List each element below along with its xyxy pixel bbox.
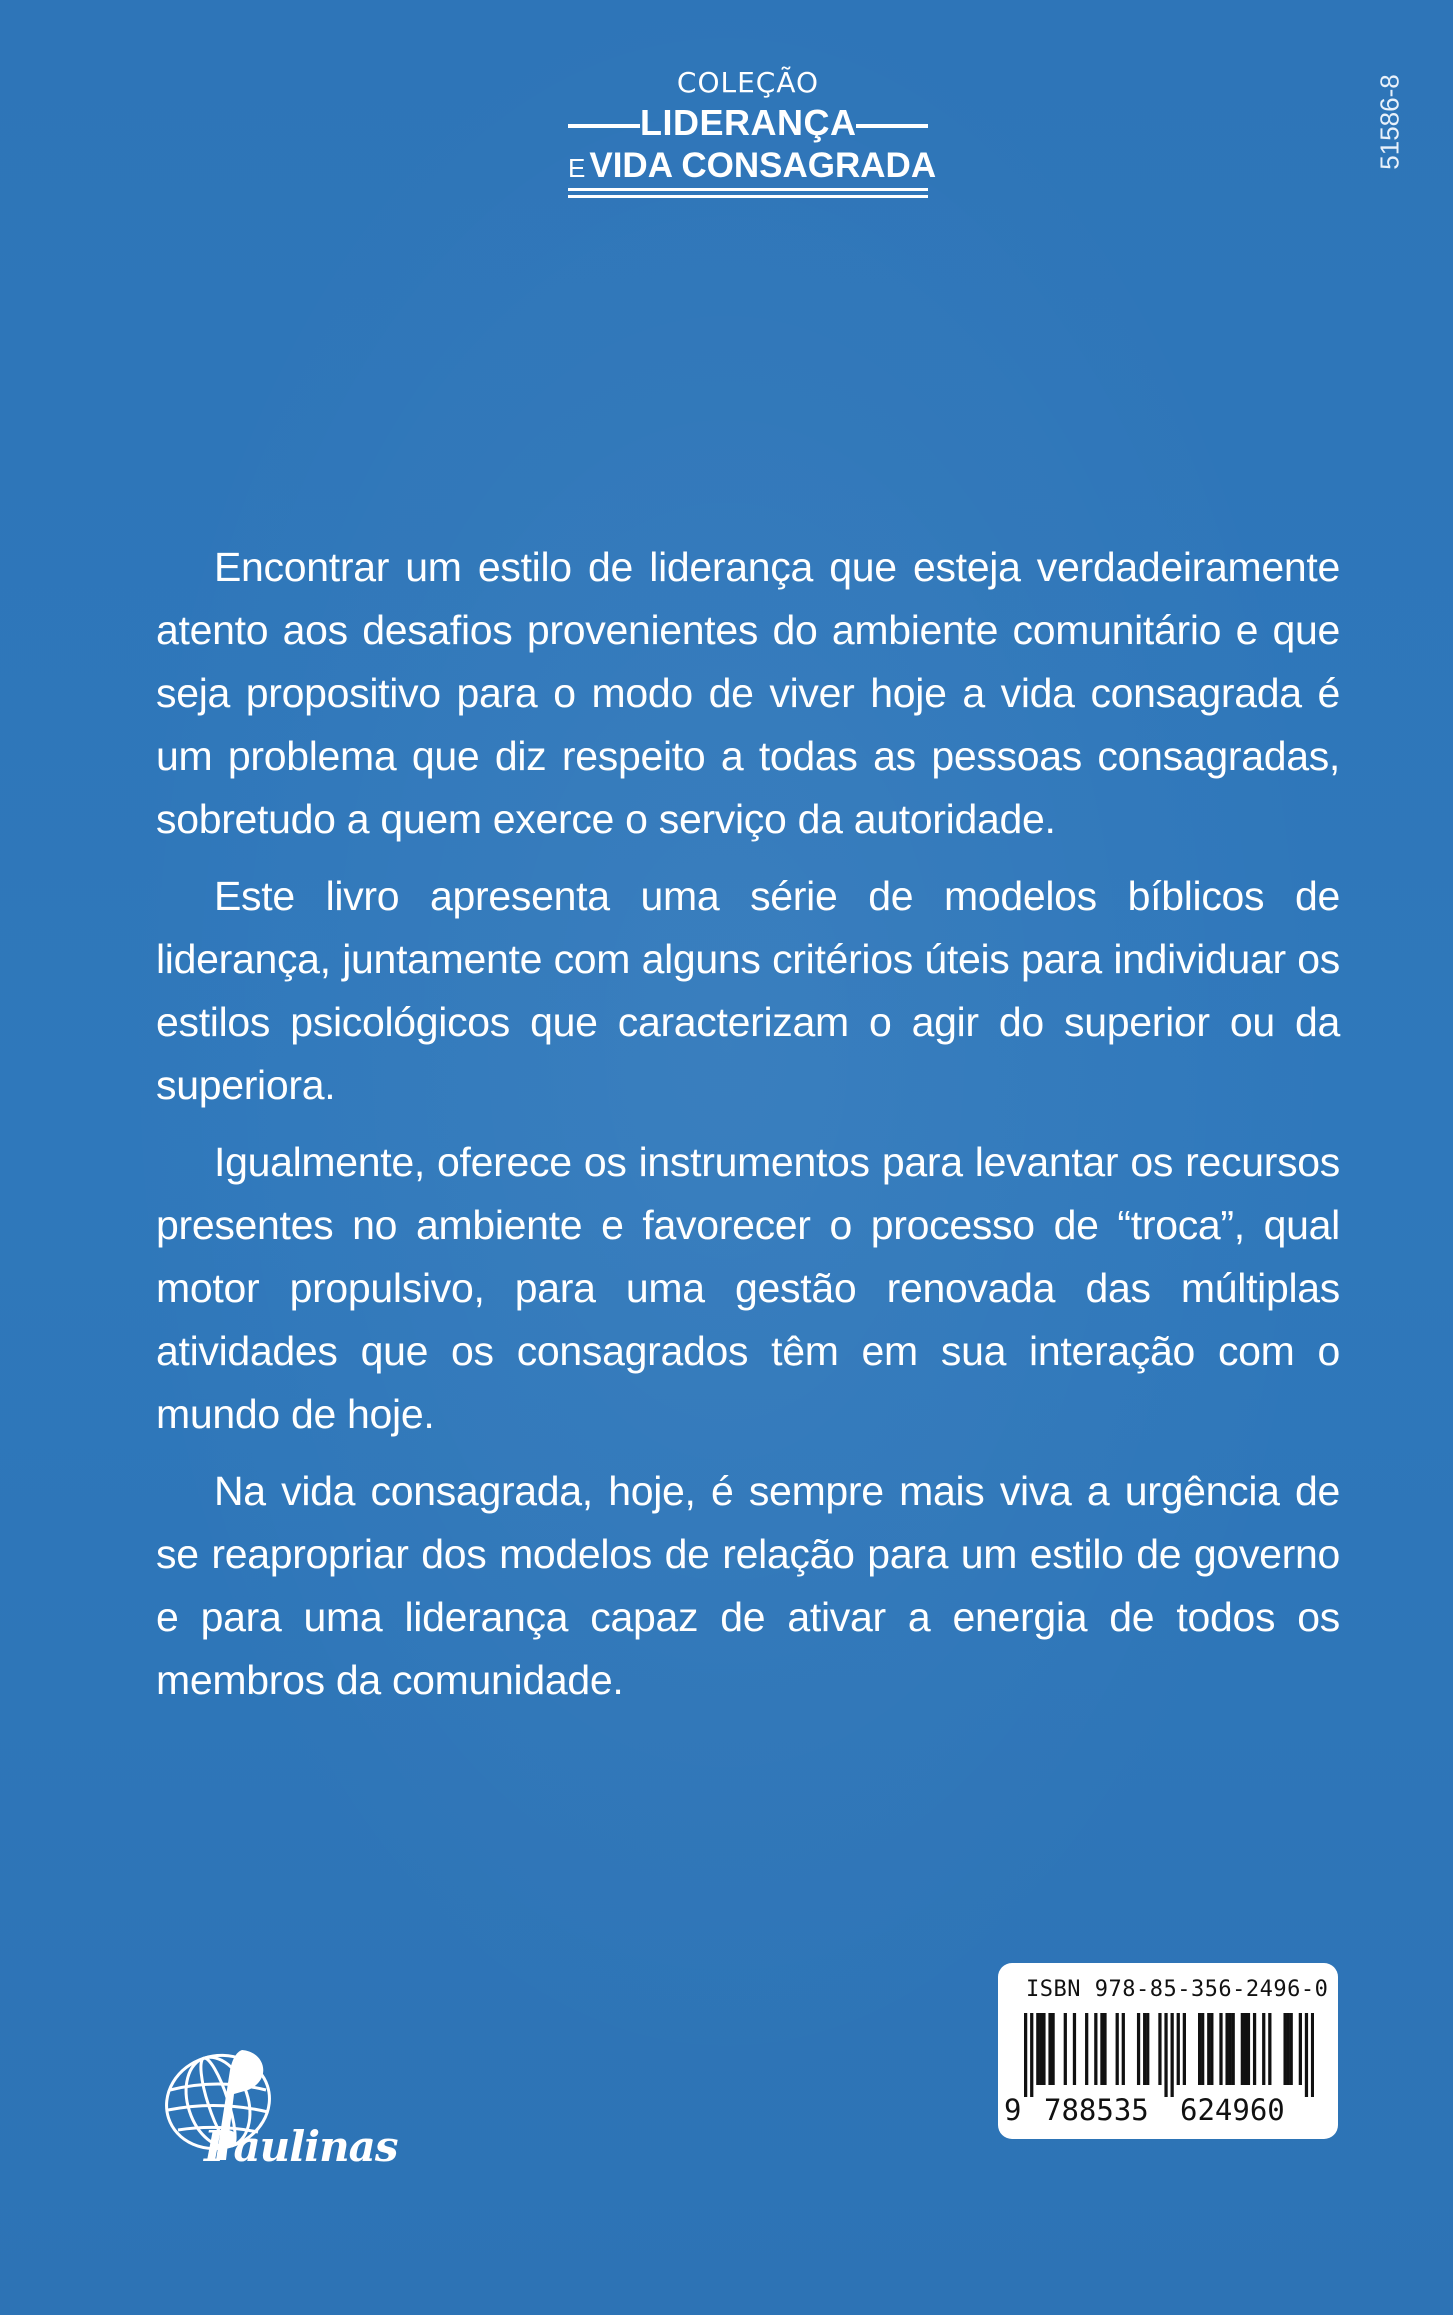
barcode-bar: [1290, 2013, 1293, 2085]
barcode-bar: [1164, 2013, 1167, 2097]
publisher-logo: [156, 2040, 398, 2180]
barcode-bar: [1094, 2013, 1097, 2085]
barcode-bar: [1146, 2013, 1149, 2085]
barcode-bar: [1177, 2013, 1180, 2085]
isbn-barcode: [998, 1963, 1338, 2139]
barcode-bar: [1171, 2013, 1174, 2097]
barcode-bar: [1064, 2013, 1067, 2085]
side-code: [1370, 62, 1410, 182]
barcode-bar: [1143, 2013, 1146, 2085]
barcode-bar: [1103, 2013, 1106, 2085]
collection-header: [568, 66, 937, 196]
barcode-bar: [1287, 2013, 1290, 2085]
barcode-bar: [1247, 2013, 1250, 2085]
barcode-left-group: 788535: [1044, 2093, 1149, 2127]
barcode-bar: [1116, 2013, 1119, 2085]
publisher-name: Paulinas: [204, 2122, 398, 2171]
barcode-bar: [1036, 2013, 1039, 2085]
barcode-bar: [1225, 2013, 1228, 2085]
header-rule-left: [568, 124, 640, 128]
barcode-bar: [1158, 2013, 1161, 2085]
barcode-bar: [1048, 2013, 1051, 2085]
barcode-bar: [1268, 2013, 1271, 2085]
blurb-paragraph-2: Este livro apresenta uma série de modelos bíblicos de liderança, juntamente com alguns critérios úteis para individuar os estilos psicológicos que caracterizam o agir do superior ou da superiora.: [156, 873, 1340, 1108]
barcode-bar: [1085, 2013, 1088, 2085]
barcode-bar: [1042, 2013, 1045, 2085]
blurb-paragraph-1: Encontrar um estilo de liderança que esteja verdadeiramente atento aos desafios provenientes do ambiente comunitário e que seja propositivo para o modo de viver hoje a vida consagrada é um problema que diz respeito a todas as pessoas consagradas, sobretudo a quem exerce o serviço da autoridade.: [156, 544, 1340, 842]
barcode-bar: [1122, 2013, 1125, 2085]
barcode-bar: [1283, 2013, 1286, 2085]
collection-title-prefix: E: [568, 153, 586, 183]
barcode-bar: [1039, 2013, 1042, 2085]
barcode-bar: [1051, 2013, 1054, 2085]
collection-label: COLEÇÃO: [676, 66, 820, 99]
barcode-bar: [1198, 2013, 1201, 2085]
barcode-bar: [1244, 2013, 1247, 2085]
collection-title-line-2: VIDA CONSAGRADA: [589, 146, 937, 185]
barcode-bar: [1024, 2013, 1027, 2097]
header-rule-right: [856, 124, 928, 128]
barcode-bar: [1311, 2013, 1314, 2097]
side-code-text: 51586-8: [1374, 74, 1405, 170]
header-double-rule: [568, 188, 928, 198]
barcode-bar: [1229, 2013, 1232, 2085]
barcode-bar: [1253, 2013, 1256, 2085]
blurb-paragraph-3: Igualmente, oferece os instrumentos para levantar os recursos presentes no ambiente e favorecer o processo de “troca”, qual motor propulsivo, para uma gestão renovada das múltiplas atividades que os consagrados têm em sua interação com o mundo de hoje.: [156, 1139, 1340, 1437]
barcode-bar: [1299, 2013, 1302, 2085]
barcode-bar: [1100, 2013, 1103, 2085]
barcode-bar: [1137, 2013, 1140, 2085]
barcode-right-group: 624960: [1180, 2093, 1285, 2127]
barcode-bar: [1241, 2013, 1244, 2085]
barcode-bar: [1219, 2013, 1222, 2085]
barcode-bar: [1030, 2013, 1033, 2097]
collection-title-row-2: [568, 146, 937, 186]
barcode-digits: [998, 2093, 1338, 2129]
collection-title-line-1: LIDERANÇA: [640, 102, 857, 143]
barcode-bar: [1305, 2013, 1308, 2097]
barcode-bar: [1201, 2013, 1204, 2085]
back-cover-blurb: [156, 536, 1340, 1726]
barcode-bar: [1210, 2013, 1213, 2085]
barcode-bar: [1207, 2013, 1210, 2085]
isbn-label: ISBN 978-85-356-2496-0: [1026, 1977, 1329, 2002]
barcode-bar: [1262, 2013, 1265, 2085]
barcode-bar: [1183, 2013, 1186, 2085]
blurb-paragraph-4: Na vida consagrada, hoje, é sempre mais viva a urgência de se reapropriar dos modelos de relação para um estilo de governo e para uma liderança capaz de ativar a energia de todos os membros da comunidade.: [156, 1468, 1340, 1703]
collection-title-row-1: [568, 102, 928, 146]
barcode-first-digit: 9: [1004, 2093, 1022, 2127]
barcode-bar: [1073, 2013, 1076, 2085]
barcode-bars: [1024, 2013, 1314, 2097]
barcode-bar: [1232, 2013, 1235, 2085]
